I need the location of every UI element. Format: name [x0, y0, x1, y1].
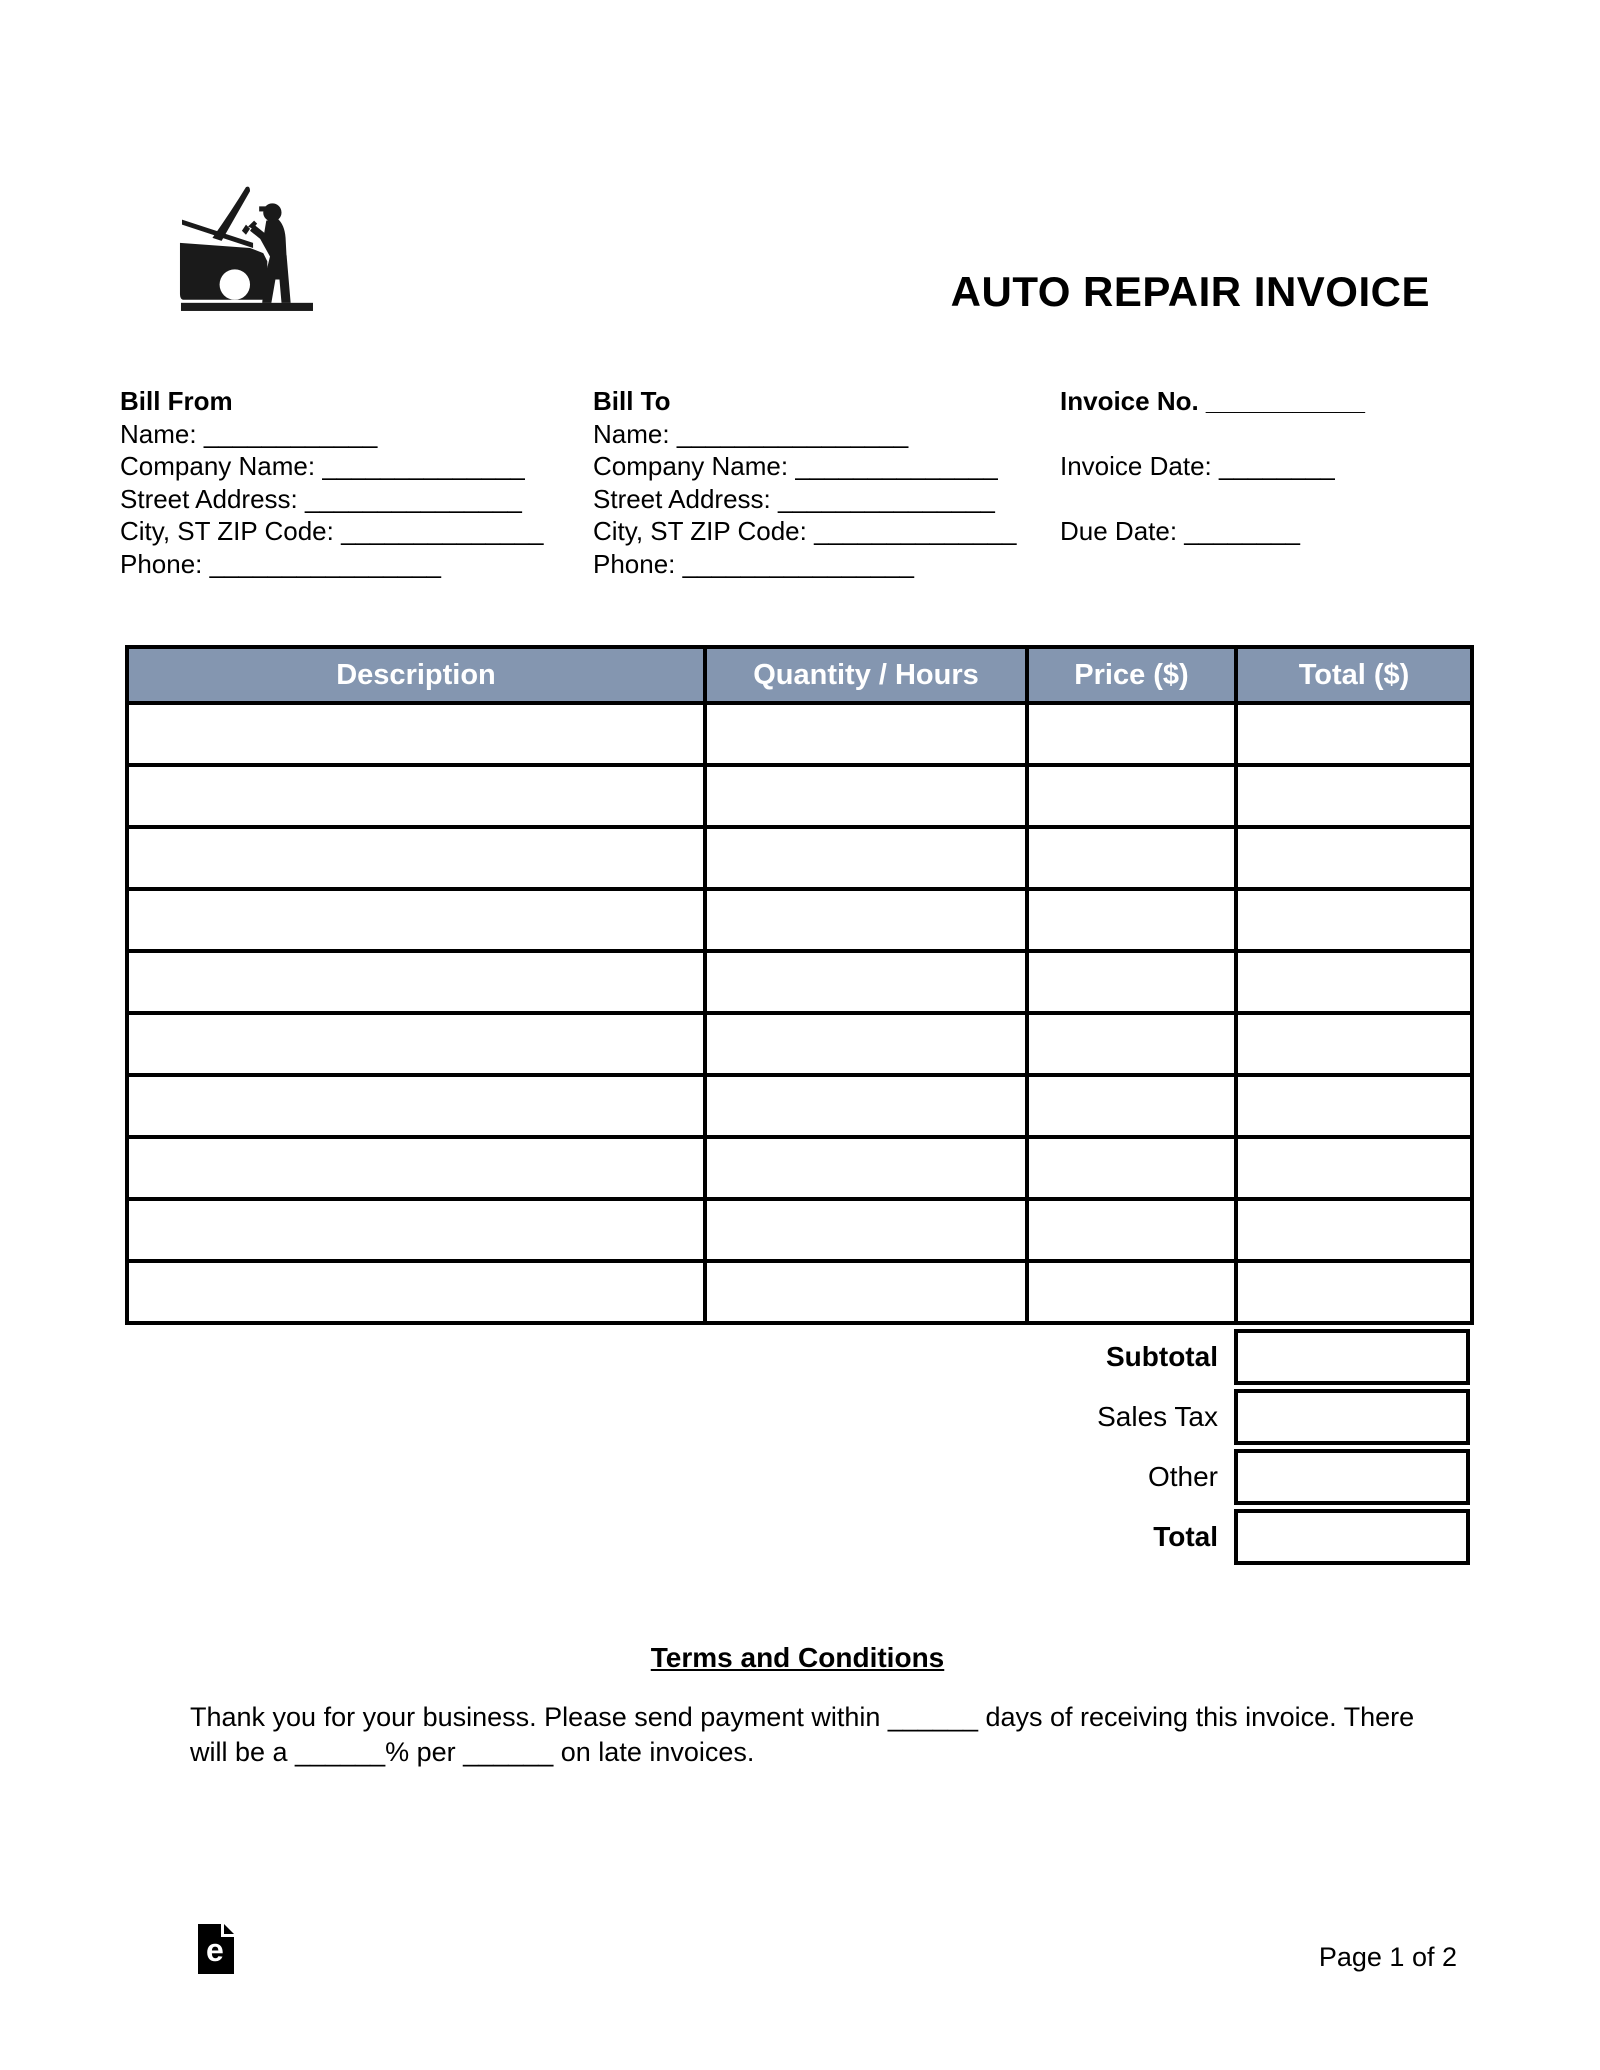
summary-section	[125, 1329, 1470, 1569]
other-label: Other	[1147, 1461, 1218, 1492]
svg-text:e: e	[206, 1932, 224, 1968]
table-cell[interactable]	[127, 1261, 705, 1323]
invoice-date-blank[interactable]: ________	[1218, 451, 1335, 481]
column-header-quantity-hours: Quantity / Hours	[705, 647, 1027, 703]
due-date-blank[interactable]: ________	[1184, 516, 1300, 546]
table-cell[interactable]	[1027, 1261, 1236, 1323]
table-cell[interactable]	[705, 1261, 1027, 1323]
name-blank[interactable]: ____________	[203, 418, 378, 449]
table-row	[127, 765, 1472, 827]
table-row	[127, 703, 1472, 765]
table-cell[interactable]	[1027, 1013, 1236, 1075]
table-cell[interactable]	[1236, 703, 1472, 765]
table-cell[interactable]	[1027, 889, 1236, 951]
bill-from-name-row	[120, 418, 544, 451]
invoice-no-label: Invoice No.	[1060, 386, 1206, 416]
table-row	[127, 1261, 1472, 1323]
invoice-date-row	[1060, 450, 1365, 483]
due-date-label: Due Date:	[1060, 516, 1185, 546]
company-blank[interactable]: ______________	[322, 451, 525, 481]
table-cell[interactable]	[705, 1075, 1027, 1137]
field-label: City, ST ZIP Code:	[120, 516, 342, 546]
city-blank[interactable]: ______________	[814, 516, 1017, 546]
table-cell[interactable]	[127, 703, 705, 765]
table-cell[interactable]	[1236, 1261, 1472, 1323]
table-row	[127, 889, 1472, 951]
bill-to-section	[593, 385, 1017, 580]
table-cell[interactable]	[1236, 951, 1472, 1013]
bill-to-phone-row	[593, 548, 1017, 581]
other-value-box[interactable]	[1234, 1449, 1470, 1505]
other-row	[125, 1449, 1470, 1505]
total-value-box[interactable]	[1234, 1509, 1470, 1565]
bill-to-company-row	[593, 450, 1017, 483]
table-cell[interactable]	[127, 765, 705, 827]
table-cell[interactable]	[1027, 951, 1236, 1013]
table-cell[interactable]	[1236, 765, 1472, 827]
field-label: Company Name:	[120, 451, 323, 481]
table-cell[interactable]	[705, 765, 1027, 827]
field-label: Street Address:	[120, 483, 305, 514]
table-row	[127, 1013, 1472, 1075]
bill-to-heading: Bill To	[593, 386, 671, 416]
phone-blank[interactable]: ________________	[209, 548, 441, 579]
line-items-table	[125, 645, 1474, 1325]
name-blank[interactable]: ________________	[676, 418, 909, 449]
table-cell[interactable]	[1027, 827, 1236, 889]
table-cell[interactable]	[1236, 1075, 1472, 1137]
table-cell[interactable]	[127, 1013, 705, 1075]
total-label: Total	[1153, 1521, 1218, 1552]
total-row	[125, 1509, 1470, 1565]
table-row	[127, 1075, 1472, 1137]
street-blank[interactable]: _______________	[777, 483, 995, 514]
invoice-no-row	[1060, 385, 1365, 418]
table-cell[interactable]	[705, 1137, 1027, 1199]
column-header-price: Price ($)	[1027, 647, 1236, 703]
field-label: Phone:	[120, 548, 210, 579]
table-cell[interactable]	[1236, 827, 1472, 889]
terms-line-1: Thank you for your business. Please send payment within ______ days of receiving this invoice. There	[190, 1702, 1415, 1732]
table-cell[interactable]	[1236, 889, 1472, 951]
table-cell[interactable]	[127, 827, 705, 889]
phone-blank[interactable]: ________________	[682, 548, 914, 579]
table-cell[interactable]	[1027, 1199, 1236, 1261]
field-label: Phone:	[593, 548, 683, 579]
column-header-total: Total ($)	[1236, 647, 1472, 703]
bill-from-heading: Bill From	[120, 386, 233, 416]
bill-from-company-row	[120, 450, 544, 483]
bill-to-city-row	[593, 515, 1017, 548]
invoice-date-label: Invoice Date:	[1060, 451, 1219, 481]
eforms-logo-icon	[198, 1924, 234, 1974]
subtotal-label: Subtotal	[1106, 1341, 1218, 1372]
invoice-meta-section	[1060, 385, 1365, 580]
table-cell[interactable]	[705, 1199, 1027, 1261]
table-cell[interactable]	[1236, 1199, 1472, 1261]
bill-from-phone-row	[120, 548, 544, 581]
table-cell[interactable]	[127, 1075, 705, 1137]
field-label: City, ST ZIP Code:	[593, 516, 815, 546]
subtotal-row	[125, 1329, 1470, 1385]
table-cell[interactable]	[705, 827, 1027, 889]
table-cell[interactable]	[705, 1013, 1027, 1075]
field-label: Company Name:	[593, 451, 796, 481]
bill-from-city-row	[120, 515, 544, 548]
mechanic-repairing-car-icon	[178, 182, 318, 314]
bill-from-section	[120, 385, 544, 580]
bill-to-street-row	[593, 483, 1017, 516]
table-cell[interactable]	[1236, 1013, 1472, 1075]
table-cell[interactable]	[705, 889, 1027, 951]
page-number-label: Page 1 of 2	[1318, 1942, 1457, 1972]
street-blank[interactable]: _______________	[304, 483, 522, 514]
due-date-row	[1060, 515, 1365, 548]
table-cell[interactable]	[1027, 703, 1236, 765]
table-cell[interactable]	[127, 951, 705, 1013]
terms-paragraph	[190, 1700, 1440, 1770]
table-cell[interactable]	[705, 703, 1027, 765]
table-cell[interactable]	[1027, 1137, 1236, 1199]
table-header-row	[127, 647, 1472, 703]
table-cell[interactable]	[1027, 765, 1236, 827]
column-header-description: Description	[127, 647, 705, 703]
table-cell[interactable]	[1027, 1075, 1236, 1137]
page-title: AUTO REPAIR INVOICE	[950, 268, 1430, 315]
table-cell[interactable]	[705, 951, 1027, 1013]
company-blank[interactable]: ______________	[795, 451, 998, 481]
table-row	[127, 951, 1472, 1013]
sales-tax-value-box[interactable]	[1234, 1389, 1470, 1445]
table-cell[interactable]	[127, 1137, 705, 1199]
invoice-no-blank[interactable]: ___________	[1205, 386, 1365, 416]
table-cell[interactable]	[1236, 1137, 1472, 1199]
table-row	[127, 1199, 1472, 1261]
terms-line-2: will be a ______% per ______ on late invoices.	[190, 1737, 755, 1767]
city-blank[interactable]: ______________	[341, 516, 544, 546]
bill-from-street-row	[120, 483, 544, 516]
field-label: Name:	[593, 418, 677, 449]
sales-tax-row	[125, 1389, 1470, 1445]
table-cell[interactable]	[127, 1199, 705, 1261]
subtotal-value-box[interactable]	[1234, 1329, 1470, 1385]
table-row	[127, 827, 1472, 889]
terms-heading: Terms and Conditions	[650, 1642, 945, 1673]
bill-to-name-row	[593, 418, 1017, 451]
field-label: Name:	[120, 418, 204, 449]
field-label: Street Address:	[593, 483, 778, 514]
sales-tax-label: Sales Tax	[1097, 1401, 1218, 1432]
table-row	[127, 1137, 1472, 1199]
table-cell[interactable]	[127, 889, 705, 951]
